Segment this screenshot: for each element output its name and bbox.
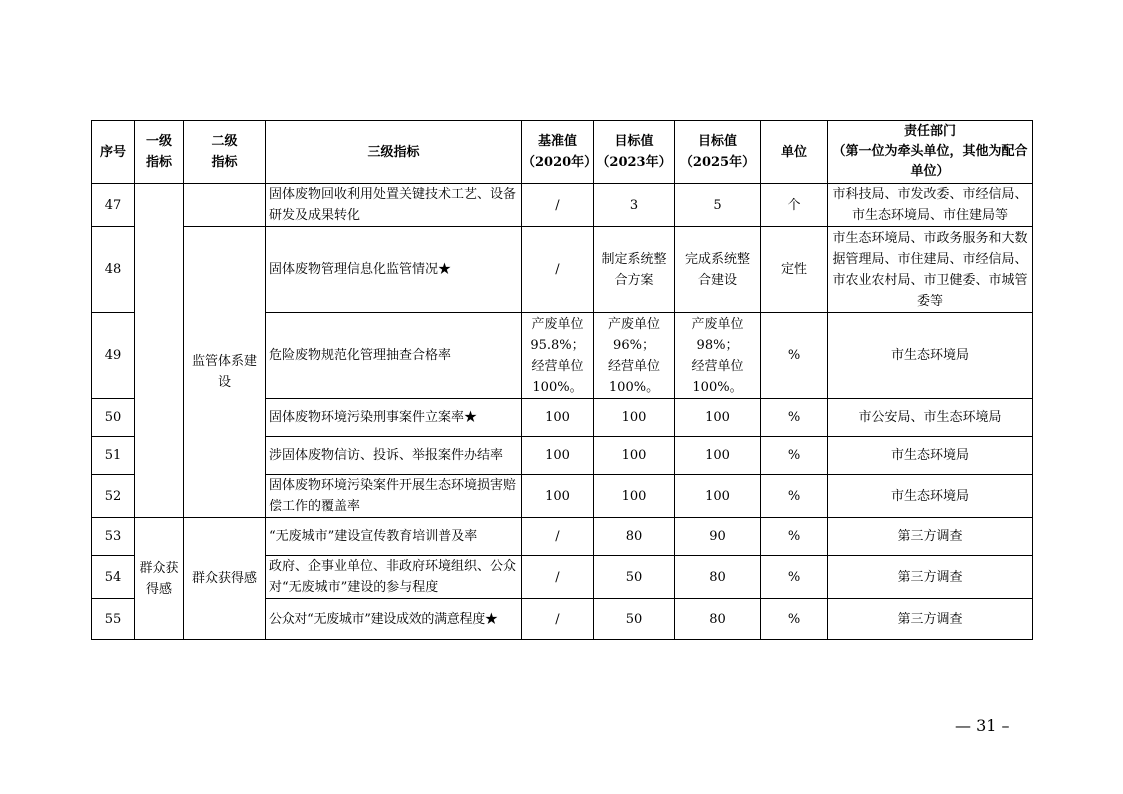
indicator-name: 涉固体废物信访、投诉、举报案件办结率 bbox=[266, 437, 522, 475]
responsible-dept: 市科技局、市发改委、市经信局、市生态环境局、市住建局等 bbox=[828, 184, 1033, 227]
header-target-2025: 目标值 （2025年） bbox=[675, 121, 761, 184]
target-2025-value: 80 bbox=[675, 599, 761, 640]
baseline-value: 100 bbox=[522, 475, 594, 518]
target-2025-value: 100 bbox=[675, 475, 761, 518]
target-2023-value: 80 bbox=[594, 518, 675, 556]
row-number: 48 bbox=[92, 227, 135, 313]
header-row bbox=[92, 121, 1033, 184]
indicator-name: “无废城市”建设宣传教育培训普及率 bbox=[266, 518, 522, 556]
row-number: 47 bbox=[92, 184, 135, 227]
unit-value: % bbox=[761, 518, 828, 556]
header-dept-title: 责任部门 （第一位为牵头单位，其他为配合单位） bbox=[832, 124, 1028, 179]
baseline-value: / bbox=[522, 556, 594, 599]
target-2025-value: 90 bbox=[675, 518, 761, 556]
baseline-value: / bbox=[522, 184, 594, 227]
row-number: 54 bbox=[92, 556, 135, 599]
indicator-name: 危险废物规范化管理抽查合格率 bbox=[266, 313, 522, 399]
target-2023-value: 产废单位 96%； 经营单位 100%。 bbox=[594, 313, 675, 399]
table-row bbox=[92, 518, 1033, 556]
target-2023-value: 100 bbox=[594, 399, 675, 437]
header-unit: 单位 bbox=[761, 121, 828, 184]
target-2023-value: 100 bbox=[594, 475, 675, 518]
responsible-dept: 市生态环境局 bbox=[828, 437, 1033, 475]
header-target-2023: 目标值 （2023年） bbox=[594, 121, 675, 184]
indicator-name: 固体废物环境污染刑事案件立案率★ bbox=[266, 399, 522, 437]
target-2025-value: 100 bbox=[675, 437, 761, 475]
target-2023-value: 100 bbox=[594, 437, 675, 475]
target-2025-value: 完成系统整合建设 bbox=[675, 227, 761, 313]
unit-value: % bbox=[761, 437, 828, 475]
target-2025-value: 100 bbox=[675, 399, 761, 437]
header-dept bbox=[828, 121, 1033, 184]
row-number: 49 bbox=[92, 313, 135, 399]
row-number: 51 bbox=[92, 437, 135, 475]
responsible-dept: 第三方调查 bbox=[828, 599, 1033, 640]
level2-supervision: 监管体系建设 bbox=[184, 227, 266, 518]
responsible-dept: 市生态环境局、市政务服务和大数据管理局、市住建局、市经信局、市农业农村局、市卫健委、市城管委等 bbox=[828, 227, 1033, 313]
responsible-dept: 市生态环境局 bbox=[828, 313, 1033, 399]
unit-value: 个 bbox=[761, 184, 828, 227]
responsible-dept: 第三方调查 bbox=[828, 518, 1033, 556]
responsible-dept: 第三方调查 bbox=[828, 556, 1033, 599]
page-number: — 31 – bbox=[955, 716, 1010, 735]
header-level1: 一级 指标 bbox=[135, 121, 184, 184]
row-number: 52 bbox=[92, 475, 135, 518]
header-level2: 二级 指标 bbox=[184, 121, 266, 184]
baseline-value: / bbox=[522, 227, 594, 313]
baseline-value: 100 bbox=[522, 437, 594, 475]
unit-value: % bbox=[761, 556, 828, 599]
baseline-value: 100 bbox=[522, 399, 594, 437]
baseline-value: / bbox=[522, 518, 594, 556]
level2-public: 群众获得感 bbox=[184, 518, 266, 640]
indicator-name: 固体废物管理信息化监管情况★ bbox=[266, 227, 522, 313]
table-row bbox=[92, 227, 1033, 313]
target-2025-value: 80 bbox=[675, 556, 761, 599]
unit-value: % bbox=[761, 399, 828, 437]
responsible-dept: 市生态环境局 bbox=[828, 475, 1033, 518]
target-2023-value: 50 bbox=[594, 599, 675, 640]
unit-value: % bbox=[761, 475, 828, 518]
indicator-name: 政府、企事业单位、非政府环境组织、公众对“无废城市”建设的参与程度 bbox=[266, 556, 522, 599]
header-level3: 三级指标 bbox=[266, 121, 522, 184]
unit-value: 定性 bbox=[761, 227, 828, 313]
unit-value: % bbox=[761, 599, 828, 640]
row-number: 50 bbox=[92, 399, 135, 437]
target-2025-value: 产废单位 98%； 经营单位 100%。 bbox=[675, 313, 761, 399]
header-seq: 序号 bbox=[92, 121, 135, 184]
target-2023-value: 3 bbox=[594, 184, 675, 227]
level1-cell-empty bbox=[135, 184, 184, 518]
target-2023-value: 制定系统整合方案 bbox=[594, 227, 675, 313]
indicator-table bbox=[91, 120, 1033, 640]
baseline-value: / bbox=[522, 599, 594, 640]
table-row bbox=[92, 184, 1033, 227]
level1-public: 群众获得感 bbox=[135, 518, 184, 640]
row-number: 53 bbox=[92, 518, 135, 556]
responsible-dept: 市公安局、市生态环境局 bbox=[828, 399, 1033, 437]
indicator-name: 公众对“无废城市”建设成效的满意程度★ bbox=[266, 599, 522, 640]
header-baseline: 基准值 （2020年） bbox=[522, 121, 594, 184]
level2-cell-empty bbox=[184, 184, 266, 227]
baseline-value: 产废单位 95.8%； 经营单位 100%。 bbox=[522, 313, 594, 399]
indicator-name: 固体废物回收利用处置关键技术工艺、设备研发及成果转化 bbox=[266, 184, 522, 227]
target-2025-value: 5 bbox=[675, 184, 761, 227]
unit-value: % bbox=[761, 313, 828, 399]
target-2023-value: 50 bbox=[594, 556, 675, 599]
row-number: 55 bbox=[92, 599, 135, 640]
indicator-name: 固体废物环境污染案件开展生态环境损害赔偿工作的覆盖率 bbox=[266, 475, 522, 518]
